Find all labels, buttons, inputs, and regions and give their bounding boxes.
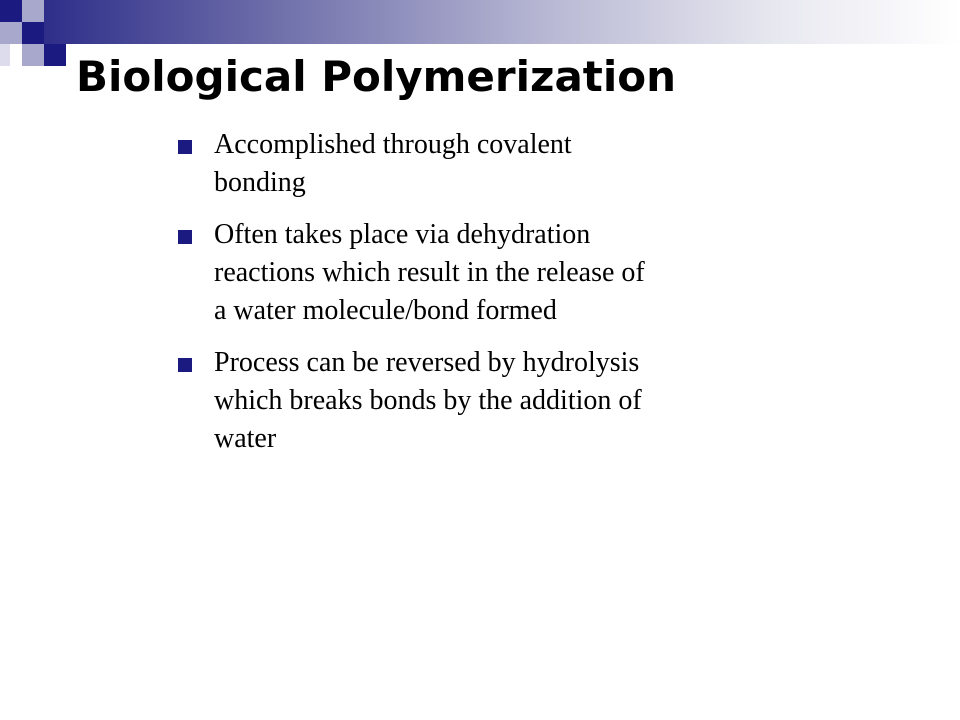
header-square-icon [0,0,22,22]
header-square-icon [44,44,66,66]
header-square-icon [22,0,44,22]
header-square-icon [0,22,22,44]
square-bullet-icon [178,230,192,244]
bullet-item [178,344,698,458]
header-square-icon [0,44,10,66]
header-square-icon [22,22,44,44]
bullet-item [178,126,698,202]
bullet-text: Often takes place via dehydration reactions which result in the release of a water molecule/bond formed [214,219,645,326]
header-gradient-bar [44,0,960,44]
bullet-text: Process can be reversed by hydrolysis which breaks bonds by the addition of water [214,347,642,454]
bullet-item [178,216,698,330]
header-square-icon [22,44,44,66]
square-bullet-icon [178,358,192,372]
square-bullet-icon [178,140,192,154]
bullet-text: Accomplished through covalent bonding [214,129,572,198]
slide-title: Biological Polymerization [76,52,677,101]
bullet-list [178,126,698,472]
